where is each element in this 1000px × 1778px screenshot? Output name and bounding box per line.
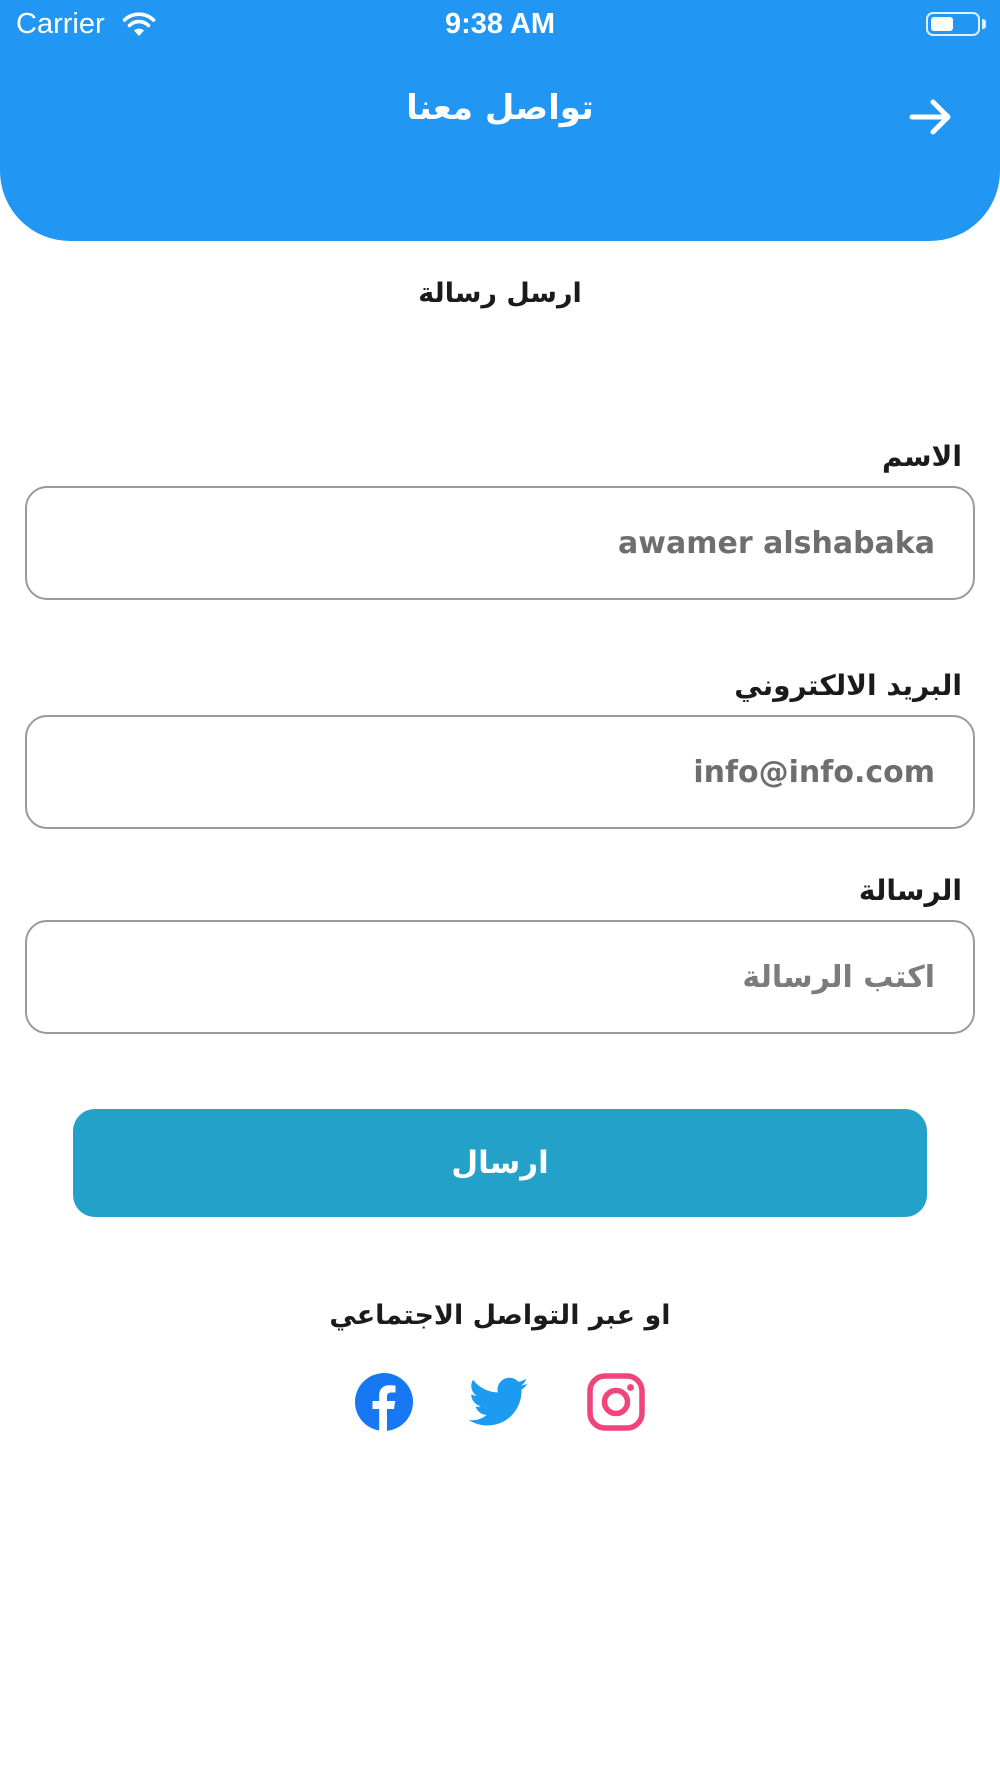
status-time: 9:38 AM xyxy=(444,8,556,40)
email-label: البريد الالكتروني xyxy=(734,669,962,702)
message-input[interactable] xyxy=(27,922,973,1032)
twitter-icon[interactable] xyxy=(469,1372,529,1432)
message-label: الرسالة xyxy=(858,874,962,907)
social-caption: او عبر التواصل الاجتماعي xyxy=(329,1300,671,1331)
arrow-right-icon[interactable] xyxy=(906,92,956,142)
instagram-icon[interactable] xyxy=(586,1372,646,1432)
email-field-box xyxy=(25,715,975,829)
send-button[interactable]: ارسال xyxy=(73,1109,927,1217)
facebook-icon[interactable] xyxy=(354,1372,414,1432)
name-label: الاسم xyxy=(882,440,962,473)
name-field-box xyxy=(25,486,975,600)
battery-tip xyxy=(982,19,986,29)
carrier-label: Carrier xyxy=(16,8,105,40)
battery-icon xyxy=(926,12,980,36)
name-input[interactable] xyxy=(27,488,973,598)
status-bar xyxy=(0,0,1000,52)
section-subtitle: ارسل رسالة xyxy=(418,278,582,309)
email-input[interactable] xyxy=(27,717,973,827)
message-field-box xyxy=(25,920,975,1034)
page-title: تواصل معنا xyxy=(406,88,594,128)
battery-level xyxy=(931,17,953,31)
